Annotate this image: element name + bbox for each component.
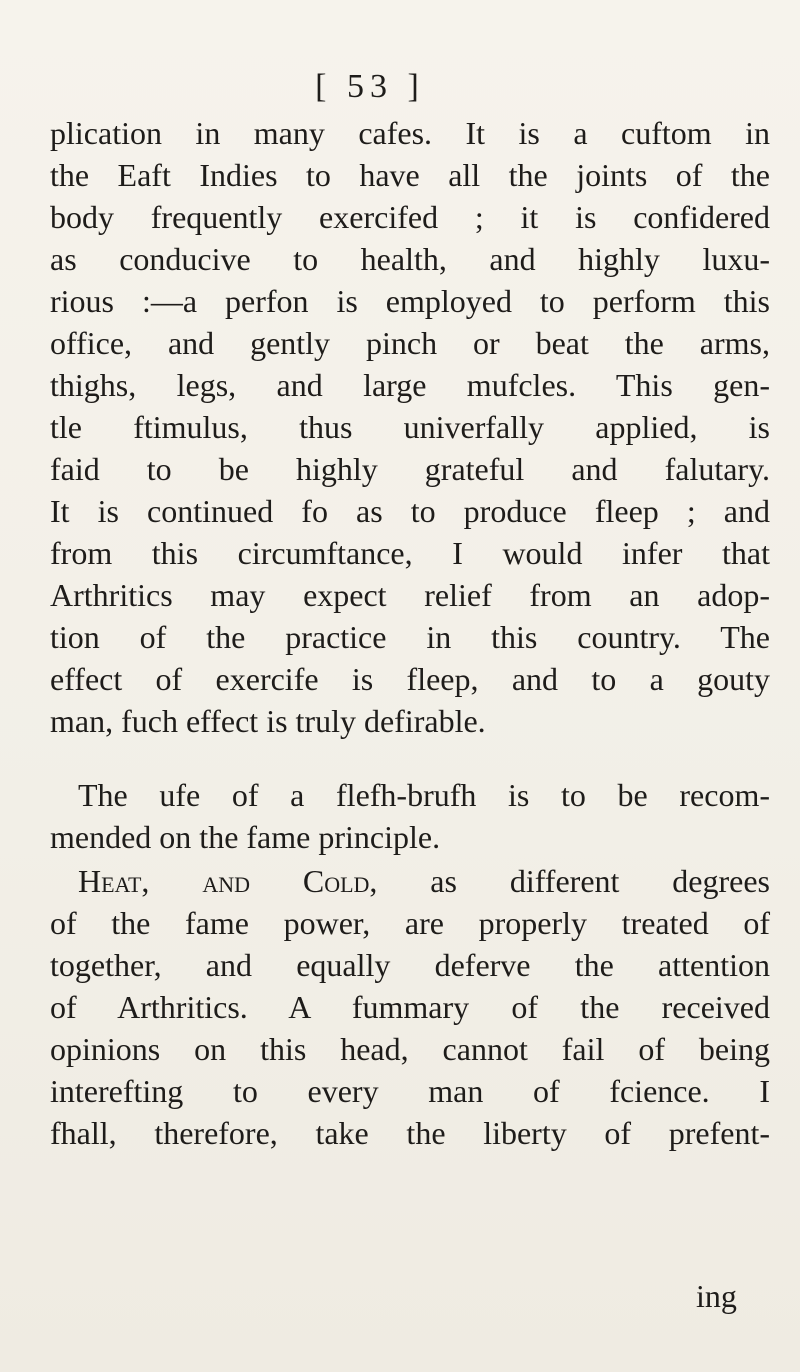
text-line: Arthritics may expect relief from an adop- [50,577,770,613]
text-line: opinions on this head, cannot fail of being [50,1031,770,1067]
text-line: interefting to every man of fcience. I [50,1073,770,1109]
paragraph-2 [50,774,770,858]
text-line: tion of the practice in this country. The [50,619,770,655]
page-number-header: [ 53 ] [315,68,425,105]
section-lead-heading: Heat, and Cold, [78,863,378,899]
text-line: from this circumftance, I would infer that [50,535,770,571]
text-line: as conducive to health, and highly luxu- [50,241,770,277]
text-line: body frequently exercifed ; it is confidered [50,199,770,235]
text-line: rious :—a perfon is employed to perform this [50,283,770,319]
text-line: of the fame power, are properly treated of [50,905,770,941]
paragraph-1 [50,112,770,742]
text-line: effect of exercife is fleep, and to a gouty [50,661,770,697]
text-line: plication in many cafes. It is a cuftom in [50,115,770,151]
text-line: tle ftimulus, thus univerfally applied, is [50,409,770,445]
text-fragment: as different degrees [377,863,771,899]
text-line: It is continued fo as to produce fleep ; and [50,493,770,529]
text-line-last: man, fuch effect is truly defirable. [50,703,486,739]
paragraph-3 [50,860,770,1154]
catchword: ing [696,1278,737,1314]
text-line: together, and equally deferve the attention [50,947,770,983]
text-line: fhall, therefore, take the liberty of prefent- [50,1115,770,1151]
text-line: thighs, legs, and large mufcles. This gen- [50,367,770,403]
text-line: the Eaft Indies to have all the joints of the [50,157,770,193]
text-line: office, and gently pinch or beat the arms, [50,325,770,361]
text-line: The ufe of a flefh-brufh is to be recom- [78,777,770,813]
text-line-first [50,860,770,902]
text-line: of Arthritics. A fummary of the received [50,989,770,1025]
text-line: faid to be highly grateful and falutary. [50,451,770,487]
text-line-last: mended on the fame principle. [50,819,441,855]
